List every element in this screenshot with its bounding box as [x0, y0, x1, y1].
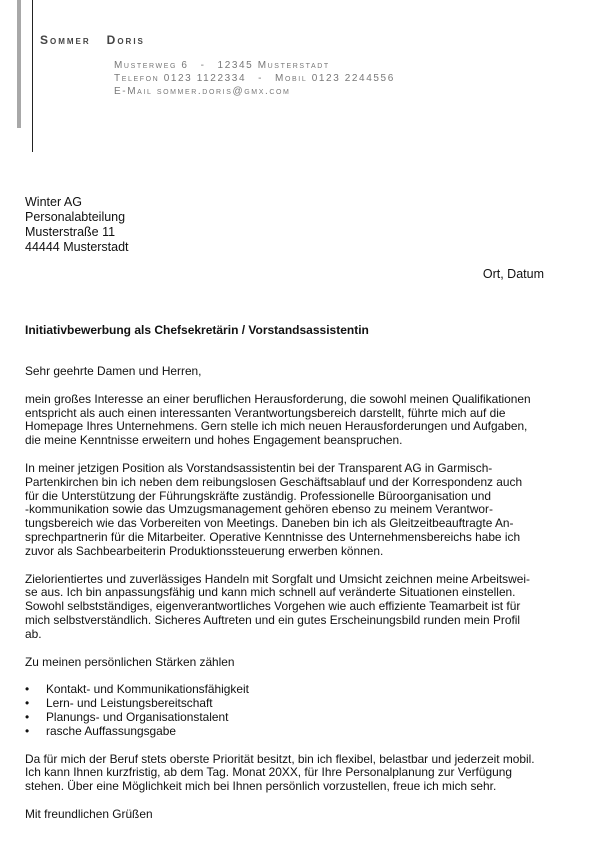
strengths-intro: Zu meinen persönlichen Stärken zählen	[25, 654, 235, 669]
sender-street: Musterweg 6	[114, 60, 189, 71]
sender-address-line	[114, 60, 330, 71]
sender-phone-line	[114, 73, 395, 84]
place-date: Ort, Datum	[482, 267, 544, 281]
body-line: sprechpartnerin für die Mitarbeiter. Operative Kenntnisse des Unternehmensbereichs habe ich	[25, 529, 521, 544]
body-line: se aus. Ich bin anpassungsfähig und kann mich schnell auf veränderte Situationen einstellen.	[25, 585, 516, 600]
recipient-city: 44444 Musterstadt	[25, 240, 129, 254]
recipient-department: Personalabteilung	[25, 210, 126, 224]
sender-city: 12345 Musterstadt	[217, 60, 330, 71]
body-line: Ich kann Ihnen kurzfristig, ab dem Tag. Monat 20XX, für Ihre Personalplanung zur Verfügung	[25, 765, 512, 780]
sender-first-name: Doris	[106, 33, 145, 47]
sender-name	[40, 33, 145, 47]
recipient-address	[25, 195, 129, 255]
sender-last-name: Sommer	[40, 33, 91, 47]
body-line: Partenkirchen bin ich neben dem reibungslosen Geschäftsablauf und der Korrespondenz auch	[25, 474, 523, 489]
sender-mobile: Mobil 0123 2244556	[275, 73, 395, 84]
closing: Mit freundlichen Grüßen	[25, 806, 153, 821]
sender-email: E-Mail sommer.doris@gmx.com	[114, 86, 291, 97]
separator: -	[200, 60, 206, 71]
body-line: mich selbstverständlich. Sicheres Auftreten und ein gutes Erscheinungsbild runden mein Profil	[25, 612, 521, 627]
body-line: Sowohl selbstständiges, eigenverantwortliches Vorgehen wie auch effiziente Teamarbeit ist für	[25, 599, 521, 614]
list-item: • Lern- und Leistungsbereitschaft	[25, 697, 545, 711]
list-item: • Planungs- und Organisationstalent	[25, 711, 545, 725]
body-line: Homepage Ihres Unternehmens. Gern stelle ich mich neuen Herausforderungen und Aufgaben,	[25, 419, 528, 434]
body-line: ab.	[25, 626, 42, 641]
body-line: In meiner jetzigen Position als Vorstandsassistentin bei der Transparent AG in Garmisch-	[25, 460, 493, 475]
recipient-company: Winter AG	[25, 195, 82, 209]
strengths-list	[25, 683, 545, 738]
body-line: mein großes Interesse an einer beruflichen Herausforderung, die sowohl meinen Qualifikationen	[25, 391, 531, 406]
paragraph	[25, 393, 545, 448]
body-line: -kommunikation sowie das Umzugsmanagement gehören ebenso zu meinem Verantwor-	[25, 502, 493, 517]
header-accent-bar	[17, 0, 21, 128]
letter-body	[25, 365, 545, 822]
body-line: tungsbereich wie das Vorbereiten von Meetings. Daneben bin ich als Gleitzeitbeauftragte An-	[25, 516, 514, 531]
separator: -	[258, 73, 264, 84]
body-line: Da für mich der Beruf stets oberste Priorität besitzt, bin ich flexibel, belastbar und jederzeit mobil.	[25, 751, 535, 766]
body-line: für die Unterstützung der Führungskräfte zuständig. Professionelle Büroorganisation und	[25, 488, 491, 503]
header-accent-line	[32, 0, 33, 152]
body-line: die meine Kenntnisse erweitern und hohes Engagement beanspruchen.	[25, 433, 403, 448]
sender-phone: Telefon 0123 1122334	[114, 73, 247, 84]
salutation: Sehr geehrte Damen und Herren,	[25, 364, 202, 378]
body-line: stehen. Über eine Möglichkeit mich bei Ihnen persönlich vorzustellen, freue ich mich sehr.	[25, 779, 497, 794]
recipient-street: Musterstraße 11	[25, 225, 116, 239]
closing-paragraph	[25, 753, 545, 794]
list-item: • rasche Auffassungsgabe	[25, 725, 545, 739]
paragraph	[25, 462, 545, 559]
list-item: • Kontakt- und Kommunikationsfähigkeit	[25, 683, 545, 697]
body-line: zuvor als Sachbearbeiterin Produktionssteuerung erwerben können.	[25, 543, 384, 558]
paragraph	[25, 573, 545, 642]
subject-line: Initiativbewerbung als Chefsekretärin / Vorstandsassistentin	[25, 323, 369, 337]
body-line: Zielorientiertes und zuverlässiges Handeln mit Sorgfalt und Umsicht zeichnen meine Arbeitswei-	[25, 571, 530, 586]
body-line: entspricht als auch einen interessanten Verantwortungsbereich darstellt, führte mich auf die	[25, 405, 506, 420]
